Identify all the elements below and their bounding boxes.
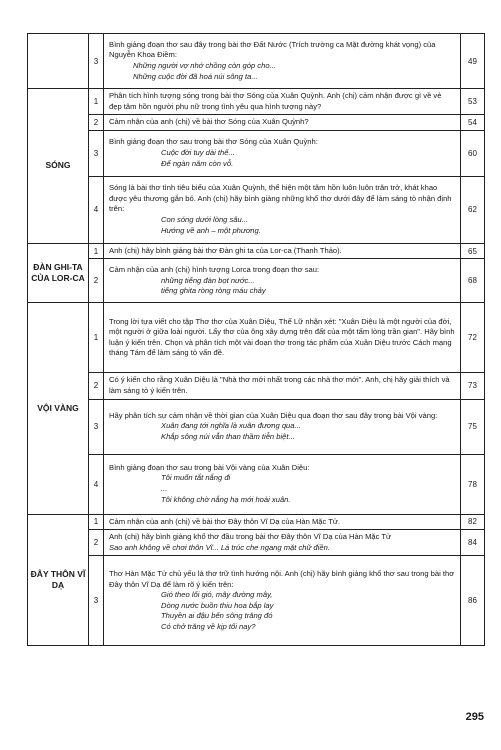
page-ref: 72: [461, 303, 485, 373]
quote-line: Con sóng dưới lòng sâu...: [161, 215, 249, 225]
quote-line: Cuộc đời tuy dài thế...: [161, 147, 235, 157]
quote-line: Những cuộc đời đã hoá núi sông ta...: [133, 71, 258, 81]
prompt-text: Bình giảng đoạn thơ sau trong bài Vội vàng của Xuân Diệu:: [109, 462, 310, 472]
prompt-text: Anh (chị) hãy bình giảng bài thơ Đàn ghi ta của Lor-ca (Thanh Thảo).: [109, 245, 342, 255]
table-row: [28, 259, 485, 303]
page-ref: 60: [461, 130, 485, 176]
item-text: [104, 303, 461, 373]
quote-line: Xuân đang tới nghĩa là xuân đương qua...: [161, 421, 301, 431]
section-song: SÓNG: [28, 89, 89, 244]
table-row: [28, 34, 485, 89]
page-ref: 54: [461, 115, 485, 131]
quote-line: Thuyền ai đậu bến sông trăng đó: [161, 611, 273, 621]
quote-line: Để ngàn năm còn vỗ.: [161, 158, 234, 168]
quote-line: Tôi muốn tắt nắng đi: [161, 473, 231, 483]
prompt-text: Có ý kiến cho rằng Xuân Diệu là "Nhà thơ mới nhất trong các nhà thơ mới". Anh, chị hãy giải thích và làm sáng tỏ ý kiến trên.: [109, 375, 450, 395]
prompt-text: Sóng là bài thơ tình tiêu biểu của Xuân Quỳnh, thể hiện một tâm hồn luôn luôn trăn trở, khát khao được yêu thương gắn bó. Anh (chị) hãy bình giảng những khổ thơ dưới đây để làm sáng tỏ nhận định trên:: [109, 183, 452, 214]
item-number: 2: [89, 115, 104, 131]
page-ref: 75: [461, 399, 485, 454]
item-text: [104, 259, 461, 303]
table-row: [28, 115, 485, 131]
table-row: [28, 530, 485, 556]
quote-line: những tiếng đàn bọt nước...: [161, 275, 255, 285]
table-row: [28, 399, 485, 454]
item-text: [104, 34, 461, 89]
prompt-text: Bình giảng đoạn thơ sau đây trong bài thơ Đất Nước (Trích trường ca Mặt đường khát vọng) của Nguyễn Khoa Điềm:: [109, 39, 436, 60]
item-text: [104, 530, 461, 556]
table-row: [28, 303, 485, 373]
page-number: 295: [465, 711, 484, 723]
section-voi-vang: VỘI VÀNG: [28, 303, 89, 514]
item-number: 3: [89, 130, 104, 176]
section-dan-ghi-ta: ĐÀN GHI-TA CỦA LOR-CA: [28, 243, 89, 303]
section-day-thon-vi-da: ĐÂY THÔN VĨ DẠ: [28, 514, 89, 646]
item-text: [104, 399, 461, 454]
item-text: [104, 243, 461, 259]
item-text: [104, 556, 461, 646]
prompt-text: Thơ Hàn Mặc Tử chủ yếu là thơ trữ tình hướng nội. Anh (chị) hãy bình giảng khổ thơ sau trong bài thơ Đây thôn Vĩ Dạ để làm rõ ý kiến trên:: [109, 569, 455, 589]
item-text: [104, 373, 461, 399]
quote-line: Những người vợ nhớ chồng còn góp cho...: [133, 61, 276, 70]
page-ref: 84: [461, 530, 485, 556]
page-ref: 73: [461, 373, 485, 399]
content-table: [27, 33, 485, 646]
page-ref: 68: [461, 259, 485, 303]
item-number: 1: [89, 89, 104, 115]
quote-line: ...: [161, 484, 168, 494]
item-text: [104, 514, 461, 530]
item-number: 3: [89, 556, 104, 646]
page-ref: 78: [461, 454, 485, 514]
item-number: 1: [89, 514, 104, 530]
section-cell-empty: [28, 34, 89, 89]
prompt-text: Bình giảng đoạn thơ sau trong bài thơ Sóng của Xuân Quỳnh:: [109, 137, 318, 147]
prompt-text: Cảm nhận của anh (chị) về bài thơ Sóng của Xuân Quỳnh?: [109, 117, 309, 127]
table-row: [28, 373, 485, 399]
item-number: 4: [89, 176, 104, 243]
table-row: [28, 89, 485, 115]
prompt-text: Cảm nhận của anh (chị) hình tượng Lorca trong đoạn thơ sau:: [109, 264, 320, 274]
quote-line: Hướng về anh – một phương.: [161, 225, 261, 235]
item-number: 2: [89, 373, 104, 399]
item-number: 4: [89, 454, 104, 514]
table-row: [28, 454, 485, 514]
page-ref: 62: [461, 176, 485, 243]
quote-line: Dòng nước buồn thiu hoa bắp lay: [161, 600, 274, 610]
table-row: [28, 130, 485, 176]
item-number: 2: [89, 530, 104, 556]
table-row: [28, 556, 485, 646]
quote-line: Gió theo lối gió, mây đường mây,: [161, 590, 273, 600]
prompt-text: Anh (chị) hãy bình giảng khổ thơ đầu trong bài thơ Đây thôn Vĩ Dạ của Hàn Mặc Tử: [109, 532, 392, 542]
prompt-text: Phân tích hình tượng sóng trong bài thơ Sóng của Xuân Quỳnh. Anh (chị) cảm nhận được gì về vẻ đẹp tâm hồn người phụ nữ trong tình yêu qua hình tượng này?: [109, 91, 442, 111]
quote-line: Khắp sông núi vẫn than thầm tiễn biệt...: [161, 431, 295, 441]
page-ref: 86: [461, 556, 485, 646]
item-number: 1: [89, 303, 104, 373]
quote-line: Tôi không chờ nắng hạ mới hoài xuân.: [161, 494, 291, 504]
item-number: 3: [89, 34, 104, 89]
item-number: 3: [89, 399, 104, 454]
page-ref: 65: [461, 243, 485, 259]
item-text: [104, 454, 461, 514]
prompt-text: Cảm nhận của anh (chị) về bài thơ Đây thôn Vĩ Dạ của Hàn Mặc Tử.: [109, 516, 341, 526]
page-ref: 82: [461, 514, 485, 530]
quote-line: tiếng ghita ròng ròng máu chảy: [161, 286, 266, 296]
page-ref: 53: [461, 89, 485, 115]
prompt-text: Hãy phân tích sự cảm nhận về thời gian của Xuân Diệu qua đoạn thơ sau đây trong bài Vội vàng:: [109, 410, 438, 420]
quote-line: Sao anh không về chơi thôn Vĩ... Lá trúc che ngang mặt chữ điền.: [109, 542, 330, 552]
table-row: [28, 243, 485, 259]
item-text: [104, 176, 461, 243]
quote-line: Có chở trăng về kịp tối nay?: [161, 622, 256, 632]
page-ref: 49: [461, 34, 485, 89]
item-text: [104, 89, 461, 115]
item-number: 1: [89, 243, 104, 259]
item-text: [104, 130, 461, 176]
table-row: [28, 514, 485, 530]
item-text: [104, 115, 461, 131]
table-row: [28, 176, 485, 243]
prompt-text: Trong lời tựa viết cho tập Thơ thơ của Xuân Diệu, Thế Lữ nhận xét: "Xuân Diệu là một người của đời, một người ở giữa loài người. Lấy thơ của ông xây dựng trên đất của một tấm lòng trần gian". Hãy bình luận ý kiến trên. Chọn và phân tích một vài đoạn thơ trong tác phẩm của Xuân Diệu trước Cách mạng tháng Tám để làm sáng tỏ vấn đề.: [109, 316, 455, 358]
item-number: 2: [89, 259, 104, 303]
